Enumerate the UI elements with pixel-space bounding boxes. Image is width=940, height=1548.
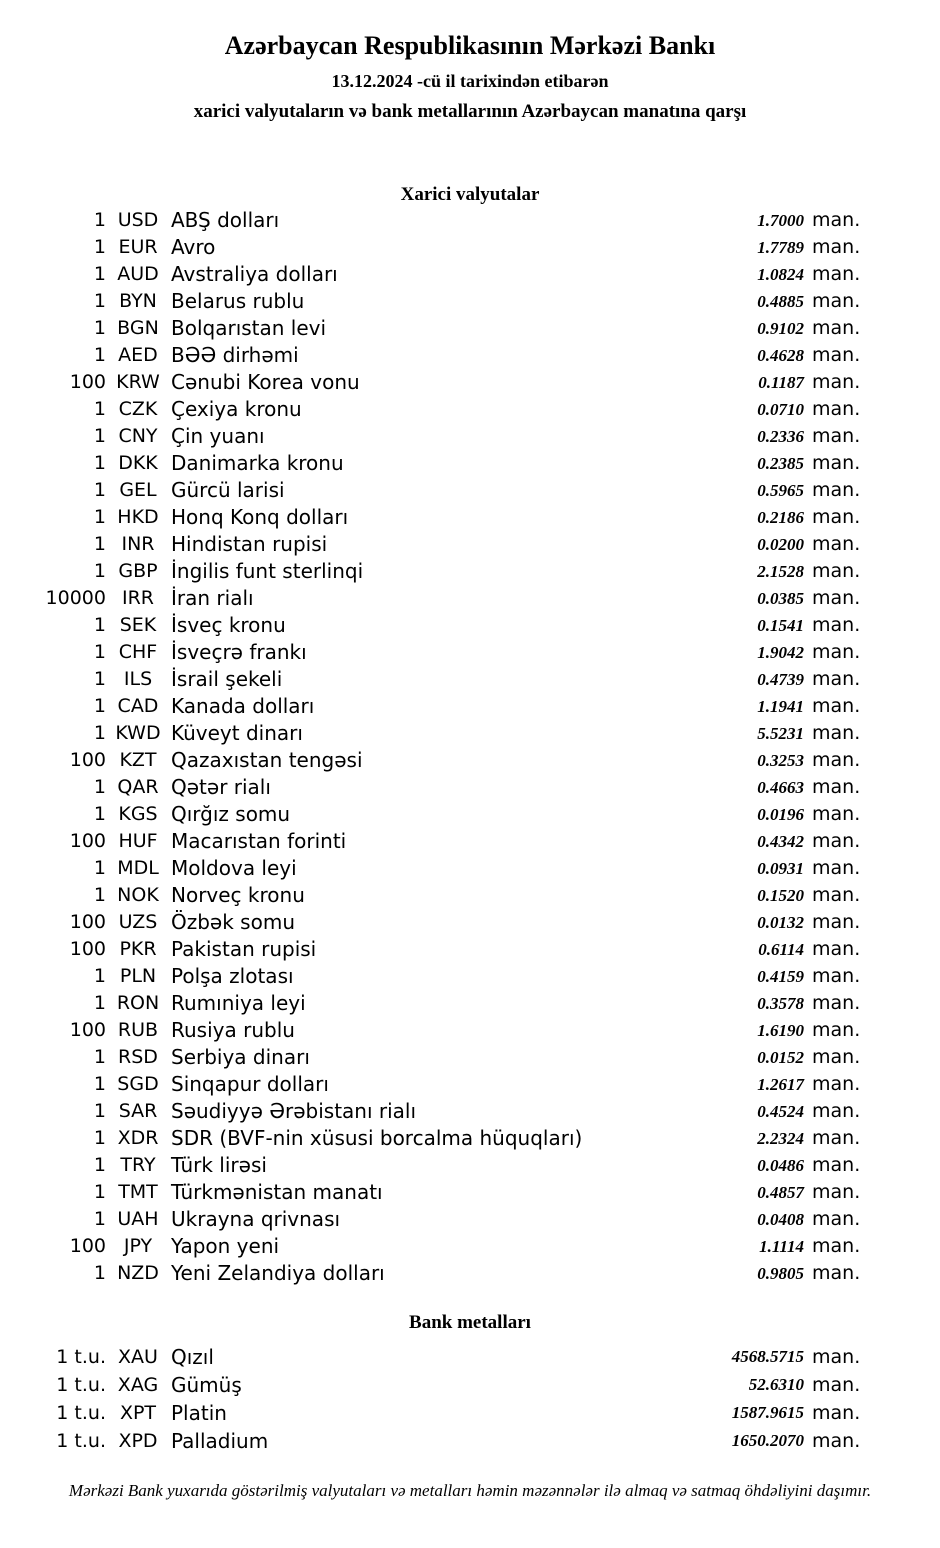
currency-unit: man.: [812, 371, 861, 393]
currency-unit: man.: [812, 1046, 861, 1068]
currency-unit: man.: [812, 1208, 861, 1230]
currency-row: [0, 963, 940, 990]
currency-rate: 0.2186: [757, 508, 804, 527]
currency-code: SEK: [119, 614, 157, 636]
currency-row: [0, 558, 940, 585]
currency-quantity: 1: [93, 236, 106, 258]
currency-rate: 1.6190: [757, 1021, 804, 1040]
currency-unit: man.: [812, 533, 861, 555]
currency-rate: 1.1114: [759, 1237, 804, 1256]
currency-unit: man.: [812, 1127, 861, 1149]
currency-code: MDL: [117, 857, 159, 879]
currency-quantity: 1: [93, 857, 106, 879]
metal-row: [0, 1399, 940, 1427]
currency-name: İsveç kronu: [171, 613, 286, 637]
currency-quantity: 100: [69, 1235, 106, 1257]
metal-name: Qızıl: [171, 1345, 214, 1369]
currency-quantity: 1: [93, 1100, 106, 1122]
currency-unit: man.: [812, 668, 861, 690]
currency-name: Qazaxıstan tengəsi: [171, 748, 363, 772]
currency-quantity: 1: [93, 533, 106, 555]
currency-rate: 0.2336: [757, 427, 804, 446]
currency-row: [0, 504, 940, 531]
currency-quantity: 1: [93, 425, 106, 447]
currency-code: RSD: [118, 1046, 158, 1068]
currency-row: [0, 882, 940, 909]
currency-rate: 0.0931: [757, 859, 804, 878]
currency-unit: man.: [812, 425, 861, 447]
currency-code: TRY: [120, 1154, 156, 1176]
currency-quantity: 1: [93, 263, 106, 285]
currency-name: Moldova leyi: [171, 856, 297, 880]
currency-code: USD: [117, 209, 159, 231]
currency-row: [0, 1125, 940, 1152]
currency-row: [0, 1044, 940, 1071]
currency-row: [0, 423, 940, 450]
currency-name: Belarus rublu: [171, 289, 305, 313]
currency-rate: 1.0824: [757, 265, 804, 284]
metal-quantity: 1 t.u.: [56, 1346, 106, 1368]
metal-code: XPD: [118, 1430, 158, 1452]
currency-unit: man.: [812, 263, 861, 285]
currency-code: KZT: [119, 749, 157, 771]
currency-code: BYN: [119, 290, 157, 312]
currency-row: [0, 342, 940, 369]
currency-quantity: 10000: [45, 587, 106, 609]
currency-quantity: 1: [93, 1181, 106, 1203]
metal-quantity: 1 t.u.: [56, 1374, 106, 1396]
metals-section-heading: Bank metalları: [409, 1312, 531, 1333]
currency-rate: 0.2385: [757, 454, 804, 473]
currency-quantity: 1: [93, 452, 106, 474]
currency-row: [0, 666, 940, 693]
currency-name: Özbək somu: [171, 910, 295, 934]
currency-rate: 0.0196: [757, 805, 804, 824]
currency-code: UAH: [117, 1208, 159, 1230]
metal-rate: 1587.9615: [731, 1403, 804, 1422]
metal-code: XAU: [118, 1346, 158, 1368]
currency-rate: 0.4739: [757, 670, 804, 689]
currency-name: Rusiya rublu: [171, 1018, 295, 1042]
currency-quantity: 1: [93, 641, 106, 663]
currency-name: Küveyt dinarı: [171, 721, 303, 745]
currency-code: NOK: [117, 884, 159, 906]
metal-quantity: 1 t.u.: [56, 1402, 106, 1424]
metal-quantity: 1 t.u.: [56, 1430, 106, 1452]
currency-quantity: 1: [93, 344, 106, 366]
currency-unit: man.: [812, 911, 861, 933]
currency-rate: 1.2617: [757, 1075, 804, 1094]
currency-name: Rumıniya leyi: [171, 991, 306, 1015]
currencies-section-heading: Xarici valyutalar: [400, 184, 540, 205]
currency-quantity: 1: [93, 722, 106, 744]
currency-unit: man.: [812, 614, 861, 636]
currency-name: Avro: [171, 235, 216, 259]
currency-row: [0, 612, 940, 639]
currency-quantity: 1: [93, 776, 106, 798]
currency-rate: 0.4857: [757, 1183, 804, 1202]
metal-code: XPT: [119, 1402, 157, 1424]
currency-quantity: 1: [93, 668, 106, 690]
metals-table: [0, 1343, 940, 1455]
metal-unit: man.: [812, 1374, 861, 1396]
currency-quantity: 1: [93, 479, 106, 501]
currency-unit: man.: [812, 749, 861, 771]
currency-code: AED: [118, 344, 158, 366]
currency-unit: man.: [812, 479, 861, 501]
currency-rate: 0.4885: [757, 292, 804, 311]
metal-code: XAG: [117, 1374, 159, 1396]
currency-rate: 0.0710: [757, 400, 804, 419]
currency-quantity: 1: [93, 1154, 106, 1176]
currency-code: PKR: [119, 938, 157, 960]
currency-rate: 0.4524: [757, 1102, 804, 1121]
currency-code: PLN: [119, 965, 157, 987]
currency-rate: 5.5231: [757, 724, 804, 743]
currency-quantity: 1: [93, 1127, 106, 1149]
currency-row: [0, 369, 940, 396]
currency-name: Ukrayna qrivnası: [171, 1207, 341, 1231]
currency-rate: 0.0408: [757, 1210, 804, 1229]
currency-code: JPY: [123, 1235, 153, 1257]
currency-row: [0, 639, 940, 666]
currency-unit: man.: [812, 857, 861, 879]
currency-row: [0, 531, 940, 558]
currency-unit: man.: [812, 560, 861, 582]
currency-code: XDR: [117, 1127, 159, 1149]
currency-unit: man.: [812, 506, 861, 528]
currency-name: Polşa zlotası: [171, 964, 294, 988]
metal-unit: man.: [812, 1346, 861, 1368]
currency-unit: man.: [812, 1181, 861, 1203]
currency-unit: man.: [812, 452, 861, 474]
currency-row: [0, 936, 940, 963]
currency-code: GEL: [119, 479, 157, 501]
currency-quantity: 1: [93, 1073, 106, 1095]
currency-rate: 0.5965: [757, 481, 804, 500]
currency-code: RUB: [117, 1019, 159, 1041]
metal-unit: man.: [812, 1402, 861, 1424]
currency-row: [0, 990, 940, 1017]
metal-rate: 52.6310: [748, 1375, 804, 1394]
currency-name: İsveçrə frankı: [171, 640, 307, 664]
currency-code: KWD: [115, 722, 161, 744]
currency-row: [0, 261, 940, 288]
currency-row: [0, 1098, 940, 1125]
currency-quantity: 1: [93, 1046, 106, 1068]
currency-name: Norveç kronu: [171, 883, 305, 907]
currency-rate: 0.0132: [757, 913, 804, 932]
currency-row: [0, 909, 940, 936]
currency-quantity: 1: [93, 695, 106, 717]
currency-rate: 0.9102: [757, 319, 804, 338]
currency-quantity: 100: [69, 911, 106, 933]
currency-code: CNY: [118, 425, 158, 447]
currency-rate: 0.4663: [757, 778, 804, 797]
currency-code: SAR: [118, 1100, 158, 1122]
currency-rate: 0.9805: [757, 1264, 804, 1283]
currency-code: EUR: [118, 236, 158, 258]
currency-code: HKD: [117, 506, 159, 528]
currency-row: [0, 477, 940, 504]
currency-name: Qırğız somu: [171, 802, 291, 826]
currency-row: [0, 801, 940, 828]
currency-rate: 0.0152: [757, 1048, 804, 1067]
metal-row: [0, 1427, 940, 1455]
currency-name: İran rialı: [171, 586, 254, 610]
currency-row: [0, 1071, 940, 1098]
currency-unit: man.: [812, 965, 861, 987]
page-subtitle: xarici valyutaların və bank metallarının Azərbaycan manatına qarşı: [193, 101, 747, 122]
currency-code: ILS: [123, 668, 153, 690]
currency-row: [0, 234, 940, 261]
currency-code: DKK: [118, 452, 158, 474]
metal-name: Gümüş: [171, 1373, 242, 1397]
currency-unit: man.: [812, 587, 861, 609]
currency-unit: man.: [812, 776, 861, 798]
currency-rate: 0.0486: [757, 1156, 804, 1175]
currency-name: Qətər rialı: [171, 775, 271, 799]
currency-code: SGD: [117, 1073, 159, 1095]
currency-quantity: 1: [93, 560, 106, 582]
effective-date-line: 13.12.2024 -cü il tarixindən etibarən: [331, 71, 609, 91]
currency-name: Sinqapur dolları: [171, 1072, 329, 1096]
currency-unit: man.: [812, 803, 861, 825]
currency-name: Türk lirəsi: [171, 1153, 267, 1177]
currency-name: Bolqarıstan levi: [171, 316, 327, 340]
currency-row: [0, 774, 940, 801]
currency-name: Türkmənistan manatı: [171, 1180, 383, 1204]
currency-quantity: 1: [93, 803, 106, 825]
currency-code: CHF: [118, 641, 158, 663]
currency-row: [0, 450, 940, 477]
currency-quantity: 100: [69, 830, 106, 852]
currency-quantity: 1: [93, 290, 106, 312]
currency-row: [0, 1017, 940, 1044]
currency-row: [0, 1179, 940, 1206]
currency-unit: man.: [812, 290, 861, 312]
currency-name: ABŞ dolları: [171, 208, 280, 232]
currency-rate: 0.4159: [757, 967, 804, 986]
currencies-table: [0, 207, 940, 1287]
currency-row: [0, 855, 940, 882]
currency-name: Çexiya kronu: [171, 397, 302, 421]
currency-rate: 0.1187: [758, 373, 804, 392]
currency-name: Avstraliya dolları: [171, 262, 338, 286]
currency-unit: man.: [812, 1262, 861, 1284]
currency-row: [0, 585, 940, 612]
metal-name: Platin: [171, 1401, 227, 1425]
currency-code: RON: [116, 992, 160, 1014]
currency-unit: man.: [812, 1235, 861, 1257]
metal-row: [0, 1371, 940, 1399]
currency-row: [0, 315, 940, 342]
currency-quantity: 100: [69, 1019, 106, 1041]
currency-code: IRR: [121, 587, 154, 609]
currency-unit: man.: [812, 236, 861, 258]
currency-code: NZD: [117, 1262, 159, 1284]
currency-rate: 2.2324: [757, 1129, 804, 1148]
currency-code: TMT: [118, 1181, 158, 1203]
currency-quantity: 1: [93, 398, 106, 420]
currency-rate: 0.4342: [757, 832, 804, 851]
currency-code: INR: [121, 533, 155, 555]
currency-row: [0, 747, 940, 774]
currency-code: AUD: [117, 263, 159, 285]
currency-row: [0, 693, 940, 720]
currency-quantity: 100: [69, 938, 106, 960]
currency-unit: man.: [812, 938, 861, 960]
currency-code: KRW: [116, 371, 160, 393]
currency-unit: man.: [812, 317, 861, 339]
currency-row: [0, 396, 940, 423]
currency-name: Yeni Zelandiya dolları: [171, 1261, 385, 1285]
metal-row: [0, 1343, 940, 1371]
currency-row: [0, 1260, 940, 1287]
currency-quantity: 1: [93, 884, 106, 906]
currency-code: UZS: [118, 911, 158, 933]
currency-unit: man.: [812, 830, 861, 852]
currency-rate: 1.7789: [757, 238, 804, 257]
currency-code: KGS: [118, 803, 158, 825]
currency-quantity: 1: [93, 1208, 106, 1230]
currency-row: [0, 1152, 940, 1179]
currency-rate: 0.3253: [757, 751, 804, 770]
currency-name: Pakistan rupisi: [171, 937, 317, 961]
currency-row: [0, 1233, 940, 1260]
currency-unit: man.: [812, 695, 861, 717]
currency-name: Serbiya dinarı: [171, 1045, 310, 1069]
currency-rate: 0.4628: [757, 346, 804, 365]
currency-unit: man.: [812, 884, 861, 906]
currency-rate: 0.0385: [757, 589, 804, 608]
page-title: Azərbaycan Respublikasının Mərkəzi Bankı: [224, 31, 716, 60]
currency-unit: man.: [812, 1100, 861, 1122]
currency-unit: man.: [812, 398, 861, 420]
currency-name: Cənubi Korea vonu: [171, 370, 360, 394]
currency-unit: man.: [812, 722, 861, 744]
currency-rate: 0.3578: [757, 994, 804, 1013]
currency-row: [0, 207, 940, 234]
currency-name: SDR (BVF-nin xüsusi borcalma hüquqları): [171, 1126, 583, 1150]
currency-rate: 2.1528: [757, 562, 804, 581]
currency-rate: 0.1541: [757, 616, 804, 635]
currency-code: GBP: [118, 560, 158, 582]
currency-rate: 0.0200: [757, 535, 804, 554]
currency-name: Səudiyyə Ərəbistanı rialı: [171, 1099, 417, 1123]
currency-quantity: 1: [93, 965, 106, 987]
currency-unit: man.: [812, 1073, 861, 1095]
currency-name: Hindistan rupisi: [171, 532, 328, 556]
currency-quantity: 100: [69, 749, 106, 771]
currency-name: Gürcü larisi: [171, 478, 285, 502]
currency-unit: man.: [812, 1154, 861, 1176]
currency-name: İsrail şekeli: [171, 667, 283, 691]
currency-quantity: 1: [93, 209, 106, 231]
currency-quantity: 1: [93, 317, 106, 339]
currency-row: [0, 720, 940, 747]
currency-row: [0, 828, 940, 855]
currency-quantity: 100: [69, 371, 106, 393]
currency-code: HUF: [118, 830, 158, 852]
currency-quantity: 1: [93, 506, 106, 528]
currency-rate: 0.1520: [757, 886, 804, 905]
metal-name: Palladium: [171, 1429, 269, 1453]
currency-name: BƏƏ dirhəmi: [171, 343, 299, 367]
currency-quantity: 1: [93, 614, 106, 636]
currency-code: BGN: [117, 317, 159, 339]
currency-rate: 1.9042: [757, 643, 804, 662]
currency-name: İngilis funt sterlinqi: [171, 559, 364, 583]
currency-rate: 1.7000: [757, 211, 804, 230]
currency-name: Danimarka kronu: [171, 451, 344, 475]
currency-rate: 0.6114: [758, 940, 804, 959]
currency-unit: man.: [812, 344, 861, 366]
currency-quantity: 1: [93, 1262, 106, 1284]
metal-rate: 4568.5715: [731, 1347, 804, 1366]
currency-code: CAD: [117, 695, 159, 717]
currency-name: Yapon yeni: [171, 1234, 280, 1258]
currency-name: Honq Konq dolları: [171, 505, 349, 529]
currency-name: Çin yuanı: [171, 424, 265, 448]
currency-unit: man.: [812, 641, 861, 663]
metal-unit: man.: [812, 1430, 861, 1452]
currency-code: CZK: [118, 398, 158, 420]
metal-rate: 1650.2070: [731, 1431, 804, 1450]
footer-note: Mərkəzi Bank yuxarıda göstərilmiş valyutaları və metalları həmin məzənnələr ilə almaq və satmaq öhdəliyini daşımır.: [68, 1481, 872, 1500]
currency-quantity: 1: [93, 992, 106, 1014]
currency-unit: man.: [812, 209, 861, 231]
currency-code: QAR: [117, 776, 159, 798]
currency-unit: man.: [812, 992, 861, 1014]
currency-name: Kanada dolları: [171, 694, 315, 718]
currency-row: [0, 1206, 940, 1233]
currency-name: Macarıstan forinti: [171, 829, 347, 853]
currency-row: [0, 288, 940, 315]
currency-rate: 1.1941: [757, 697, 804, 716]
currency-unit: man.: [812, 1019, 861, 1041]
